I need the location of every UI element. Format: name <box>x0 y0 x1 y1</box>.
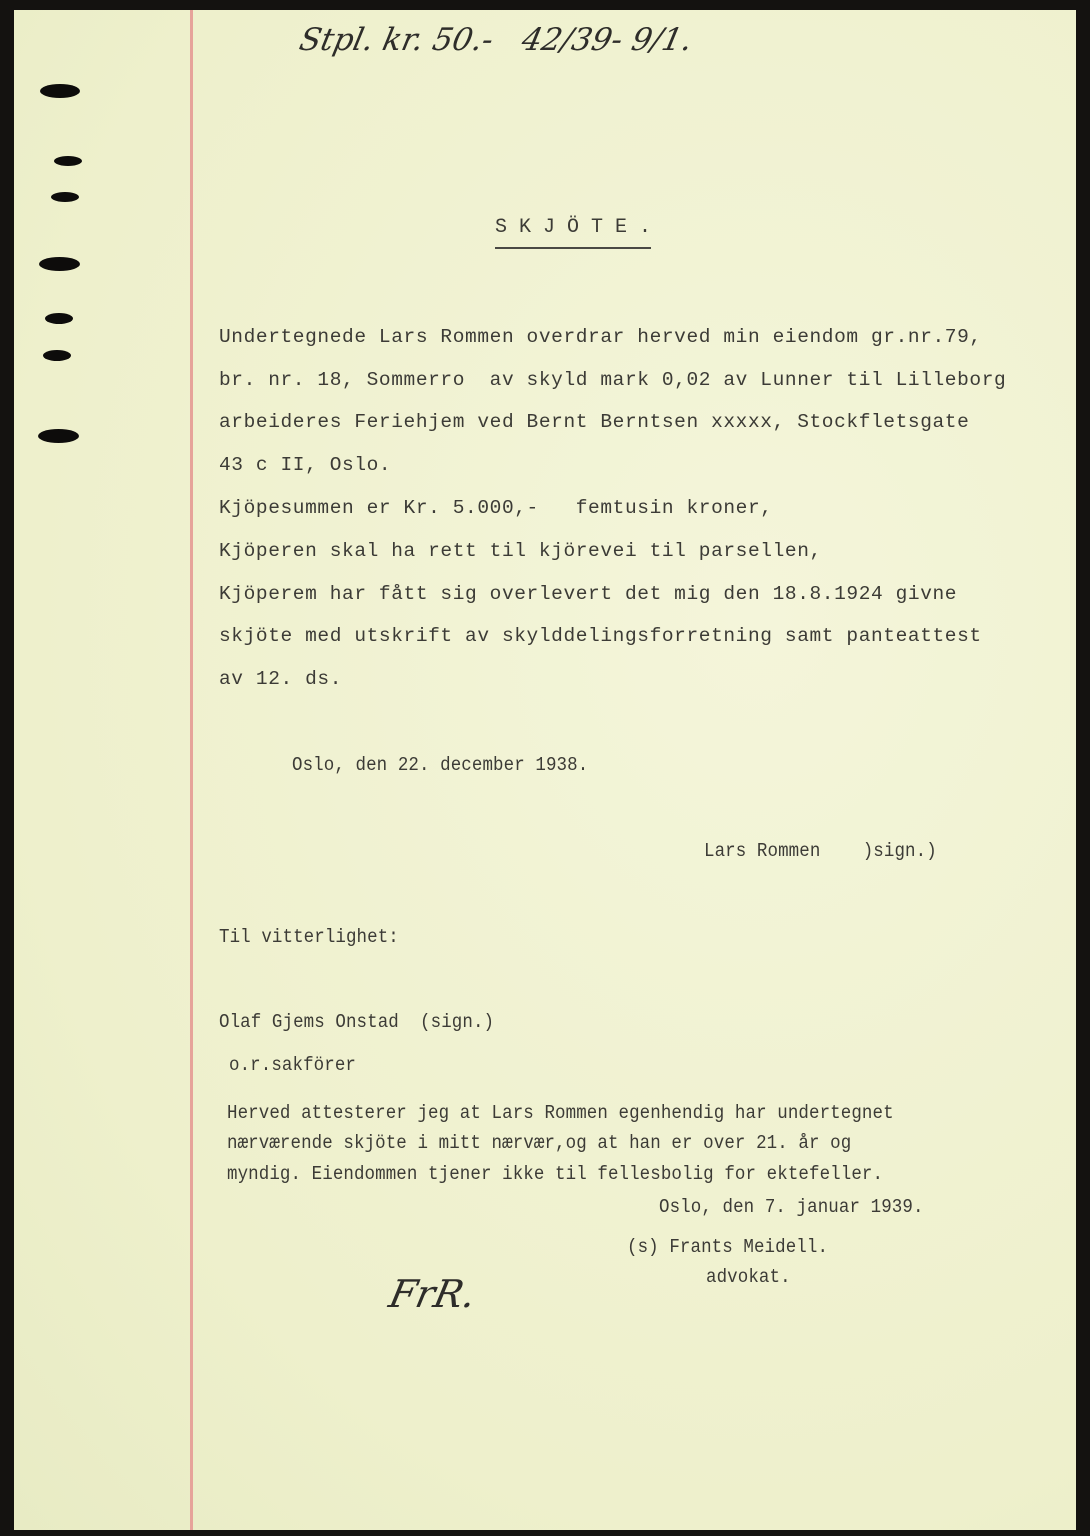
punch-hole <box>51 192 79 202</box>
deed-line: av 12. ds. <box>219 668 343 690</box>
title-underline <box>495 247 651 249</box>
handwritten-stamp-note: Stpl. kr. 50.- 42/39- 9/1. <box>296 22 696 58</box>
punch-hole <box>38 429 79 443</box>
attestation-line: myndig. Eiendommen tjener ikke til fellesbolig for ektefeller. <box>227 1163 884 1185</box>
deed-line: Kjöperen skal ha rett til kjörevei til parsellen, <box>219 540 822 562</box>
deed-line: 43 c II, Oslo. <box>219 454 392 476</box>
attestation-line: Herved attesterer jeg at Lars Rommen egenhendig har undertegnet <box>227 1102 894 1124</box>
witness-heading: Til vitterlighet: <box>219 926 399 948</box>
attestation-line: nærværende skjöte i mitt nærvær,og at han er over 21. år og <box>227 1132 852 1154</box>
deed-line-text: arbeideres Feriehjem ved Bernt Berntsen xxxxx, Stockfletsgate <box>219 411 970 433</box>
handwritten-initials: FrR. <box>385 1272 480 1316</box>
punch-hole <box>54 156 82 166</box>
deed-place-date: Oslo, den 22. december 1938. <box>292 754 589 776</box>
punch-hole <box>45 313 73 324</box>
deed-line: br. nr. 18, Sommerro av skyld mark 0,02 av Lunner til Lilleborg <box>219 369 1007 391</box>
deed-line <box>219 411 969 433</box>
deed-line: skjöte med utskrift av skylddelingsforretning samt panteattest <box>219 625 982 647</box>
witness-name: Olaf Gjems Onstad (sign.) <box>219 1011 495 1033</box>
deed-line: Undertegnede Lars Rommen overdrar herved min eiendom gr.nr.79, <box>219 326 982 348</box>
punch-hole <box>39 257 80 271</box>
punch-hole <box>43 350 71 361</box>
attestation-place-date: Oslo, den 7. januar 1939. <box>659 1196 924 1218</box>
seller-signature: Lars Rommen )sign.) <box>704 840 937 862</box>
punch-hole <box>40 84 80 98</box>
document-title: SKJÖTE. <box>495 216 664 239</box>
margin-rule <box>190 10 193 1530</box>
attestation-signer-title: advokat. <box>706 1266 791 1288</box>
witness-title: o.r.sakförer <box>229 1054 356 1076</box>
deed-line: Kjöpesummen er Kr. 5.000,- femtusin kroner, <box>219 497 773 519</box>
attestation-signer: (s) Frants Meidell. <box>627 1236 829 1258</box>
deed-line: Kjöperem har fått sig overlevert det mig den 18.8.1924 givne <box>219 583 958 605</box>
